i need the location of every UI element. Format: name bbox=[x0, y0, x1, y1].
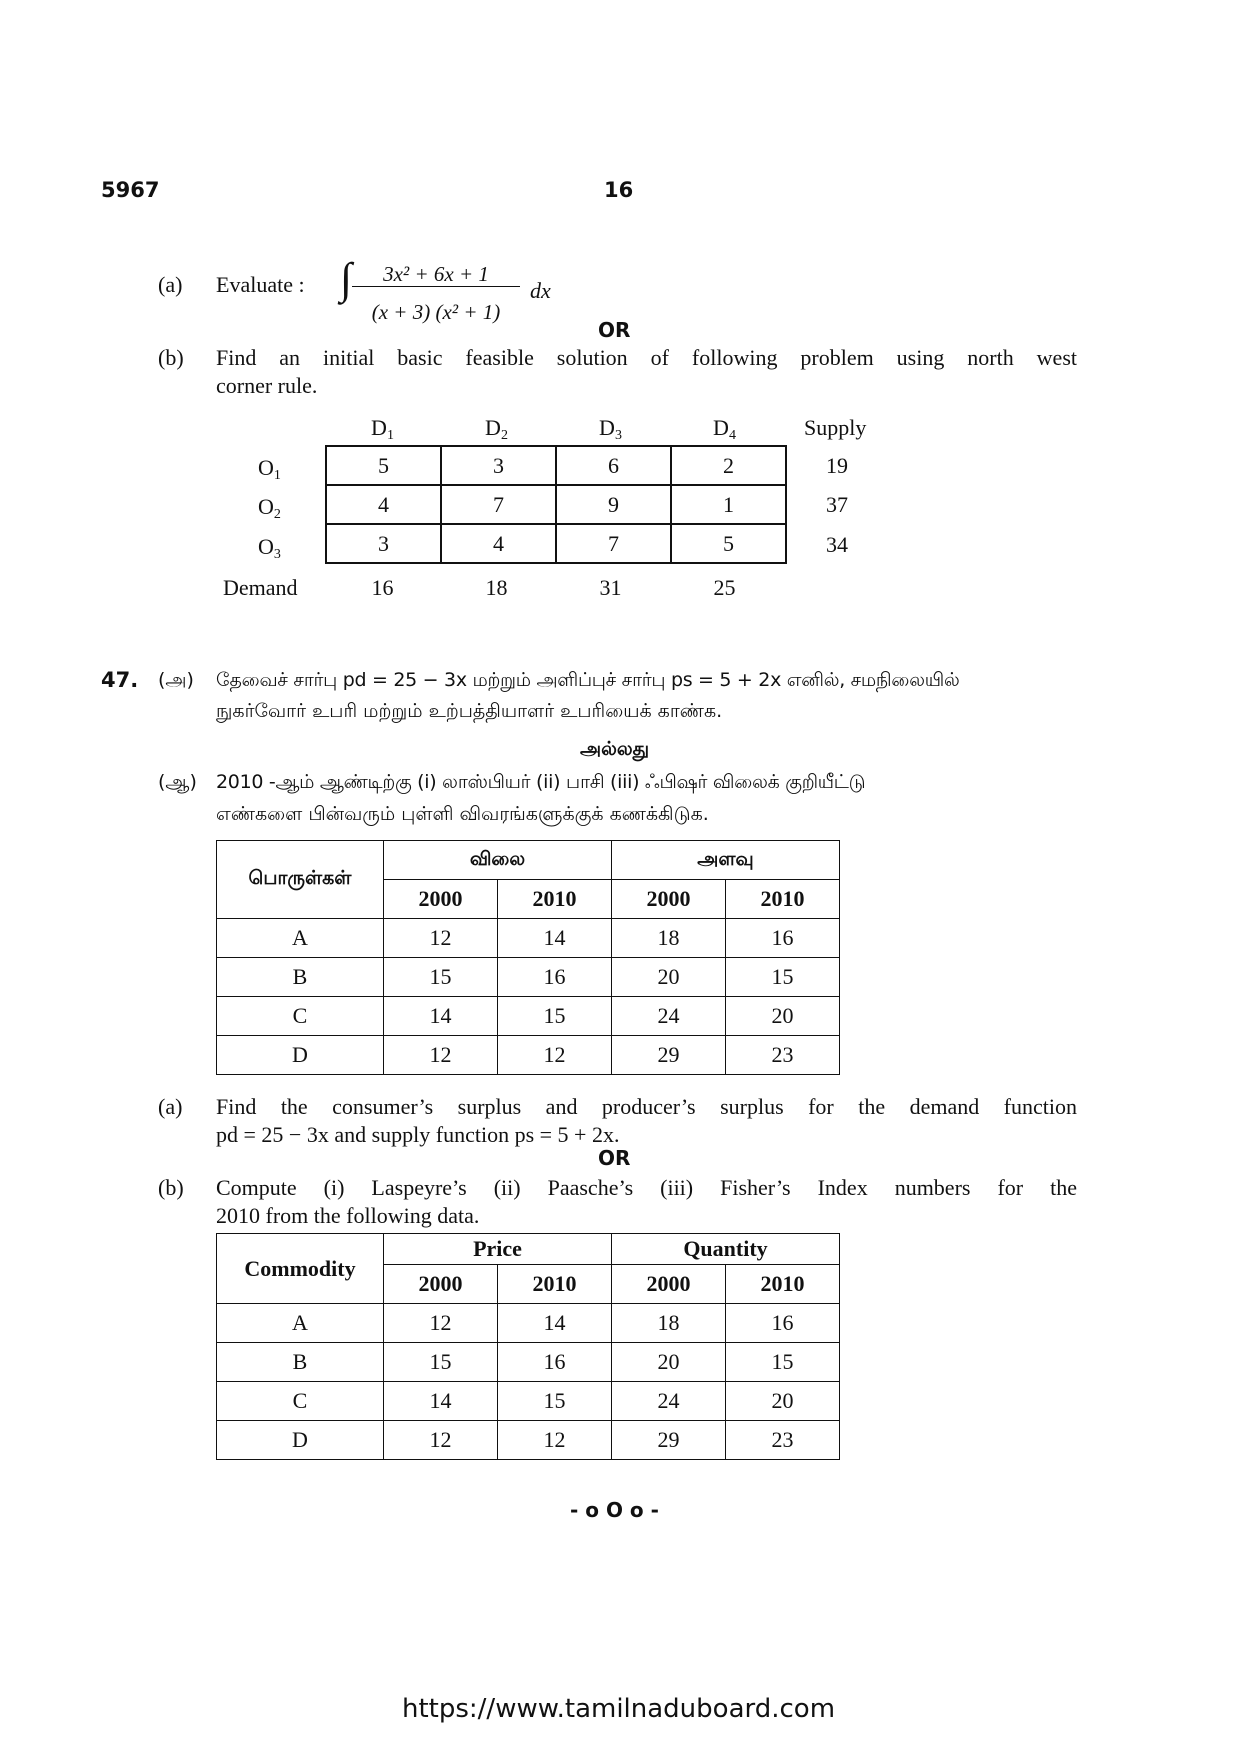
table-cell: 12 bbox=[498, 1421, 612, 1460]
exam-code: 5967 bbox=[101, 178, 160, 202]
row-o3: $O_3$ bbox=[258, 534, 281, 562]
demand-d3: 31 bbox=[599, 575, 622, 600]
header-quantity: அளவு bbox=[612, 841, 840, 880]
table-row bbox=[217, 1304, 840, 1343]
header-price: விலை bbox=[384, 841, 612, 880]
integrand-numerator: 3x² + 6x + 1 bbox=[352, 262, 520, 287]
table-cell: 15 bbox=[384, 1343, 498, 1382]
table-cell: A bbox=[217, 1304, 384, 1343]
q47-ta-b-line1: 2010 -ஆம் ஆண்டிற்கு (i) லாஸ்பியர் (ii) பாசி (iii) ஃபிஷர் விலைக் குறியீட்டு bbox=[216, 771, 866, 793]
demand-d2: 18 bbox=[485, 575, 508, 600]
table-cell: C bbox=[217, 1382, 384, 1421]
q47-number: 47. bbox=[101, 668, 139, 692]
table-header-row bbox=[217, 1234, 840, 1265]
table-cell: 9 bbox=[556, 485, 671, 524]
table-cell: 20 bbox=[726, 1382, 840, 1421]
q47-a-line2: pd = 25 − 3x and supply function ps = 5 + 2x. bbox=[216, 1122, 620, 1147]
table-cell: 14 bbox=[498, 1304, 612, 1343]
q47-ta-or: அல்லது bbox=[580, 738, 650, 760]
header-year: 2010 bbox=[726, 880, 840, 919]
q47-ta-a-line1: தேவைச் சார்பு pd = 25 − 3x மற்றும் அளிப்புச் சார்பு ps = 5 + 2x எனில், சமநிலையில் bbox=[216, 669, 960, 691]
q47-ta-b-label: (ஆ) bbox=[158, 771, 197, 793]
table-cell: 24 bbox=[612, 997, 726, 1036]
table-row bbox=[326, 524, 786, 563]
supply-o1: 19 bbox=[826, 453, 848, 478]
q46-b-line1: Find an initial basic feasible solution of following problem using north west bbox=[216, 345, 1077, 370]
row-o2: $O_2$ bbox=[258, 494, 281, 522]
header-year: 2000 bbox=[612, 880, 726, 919]
table-cell: 12 bbox=[384, 919, 498, 958]
end-mark: - o O o - bbox=[570, 1498, 659, 1522]
q47-b-line1: Compute (i) Laspeyre’s (ii) Paasche’s (iii) Fisher’s Index numbers for the bbox=[216, 1175, 1077, 1200]
page-number: 16 bbox=[604, 178, 634, 202]
col-d2: $D_2$ bbox=[485, 415, 508, 443]
tamil-index-table bbox=[216, 840, 840, 1075]
q47-b-label: (b) bbox=[158, 1175, 184, 1200]
q47-or: OR bbox=[598, 1146, 631, 1170]
table-row bbox=[217, 1382, 840, 1421]
header-year: 2000 bbox=[384, 880, 498, 919]
table-cell: C bbox=[217, 997, 384, 1036]
table-cell: 2 bbox=[671, 446, 786, 485]
table-cell: 3 bbox=[441, 446, 556, 485]
table-row bbox=[326, 485, 786, 524]
table-cell: 15 bbox=[726, 958, 840, 997]
col-d3: $D_3$ bbox=[599, 415, 622, 443]
table-cell: 23 bbox=[726, 1421, 840, 1460]
table-cell: 15 bbox=[384, 958, 498, 997]
table-cell: A bbox=[217, 919, 384, 958]
table-cell: 12 bbox=[384, 1036, 498, 1075]
table-cell: 1 bbox=[671, 485, 786, 524]
table-row bbox=[217, 1421, 840, 1460]
table-cell: 23 bbox=[726, 1036, 840, 1075]
header-commodity: Commodity bbox=[217, 1234, 384, 1304]
integrand-denominator: (x + 3) (x² + 1) bbox=[371, 300, 501, 324]
table-row bbox=[217, 1343, 840, 1382]
header-year: 2000 bbox=[612, 1265, 726, 1304]
table-cell: 3 bbox=[326, 524, 441, 563]
table-cell: 12 bbox=[384, 1421, 498, 1460]
q47-a-label: (a) bbox=[158, 1094, 183, 1119]
table-cell: 20 bbox=[612, 958, 726, 997]
table-cell: 6 bbox=[556, 446, 671, 485]
table-cell: 15 bbox=[498, 1382, 612, 1421]
table-cell: 7 bbox=[556, 524, 671, 563]
table-row bbox=[217, 997, 840, 1036]
table-cell: 29 bbox=[612, 1421, 726, 1460]
english-index-table bbox=[216, 1233, 840, 1460]
supply-o2: 37 bbox=[826, 492, 848, 517]
q47-ta-a-line2: நுகர்வோர் உபரி மற்றும் உற்பத்தியாளர் உபரியைக் காண்க. bbox=[216, 700, 723, 722]
col-d1: $D_1$ bbox=[371, 415, 394, 443]
q47-a-line1: Find the consumer’s surplus and producer’s surplus for the demand function bbox=[216, 1094, 1077, 1119]
q46-a-text: Evaluate : bbox=[216, 272, 305, 297]
table-cell: 12 bbox=[498, 1036, 612, 1075]
header-year: 2010 bbox=[498, 1265, 612, 1304]
table-row bbox=[217, 919, 840, 958]
table-row bbox=[217, 958, 840, 997]
supply-label: Supply bbox=[804, 415, 867, 440]
q46-b-label: (b) bbox=[158, 345, 184, 370]
table-row bbox=[326, 446, 786, 485]
table-cell: 5 bbox=[326, 446, 441, 485]
table-cell: 24 bbox=[612, 1382, 726, 1421]
demand-d4: 25 bbox=[713, 575, 736, 600]
col-d4: $D_4$ bbox=[713, 415, 736, 443]
table-row bbox=[217, 1036, 840, 1075]
header-price: Price bbox=[384, 1234, 612, 1265]
table-cell: B bbox=[217, 1343, 384, 1382]
table-cell: 16 bbox=[726, 919, 840, 958]
header-year: 2010 bbox=[498, 880, 612, 919]
table-cell: 18 bbox=[612, 1304, 726, 1343]
table-cell: 16 bbox=[498, 1343, 612, 1382]
table-cell: 15 bbox=[498, 997, 612, 1036]
table-cell: 20 bbox=[612, 1343, 726, 1382]
table-cell: B bbox=[217, 958, 384, 997]
footer-url-link[interactable]: https://www.tamilnaduboard.com bbox=[402, 1694, 836, 1724]
demand-d1: 16 bbox=[371, 575, 394, 600]
table-cell: 7 bbox=[441, 485, 556, 524]
integral-sign: ∫ bbox=[340, 254, 353, 303]
q47-b-line2: 2010 from the following data. bbox=[216, 1203, 480, 1228]
row-o1: $O_1$ bbox=[258, 455, 281, 483]
table-cell: 16 bbox=[498, 958, 612, 997]
table-cell: 18 bbox=[612, 919, 726, 958]
table-header-row bbox=[217, 841, 840, 880]
table-cell: 4 bbox=[441, 524, 556, 563]
transportation-table bbox=[325, 445, 787, 564]
table-cell: 15 bbox=[726, 1343, 840, 1382]
supply-o3: 34 bbox=[826, 532, 848, 557]
header-quantity: Quantity bbox=[612, 1234, 840, 1265]
q47-ta-a-label: (அ) bbox=[158, 669, 194, 691]
q46-a-label: (a) bbox=[158, 272, 183, 297]
demand-label: Demand bbox=[223, 575, 298, 600]
table-cell: D bbox=[217, 1036, 384, 1075]
table-cell: 14 bbox=[384, 997, 498, 1036]
table-cell: 29 bbox=[612, 1036, 726, 1075]
q46-b-line2: corner rule. bbox=[216, 373, 318, 398]
q47-ta-b-line2: எண்களை பின்வரும் புள்ளி விவரங்களுக்குக் கணக்கிடுக. bbox=[216, 803, 709, 825]
header-year: 2010 bbox=[726, 1265, 840, 1304]
table-cell: 20 bbox=[726, 997, 840, 1036]
table-cell: D bbox=[217, 1421, 384, 1460]
table-cell: 12 bbox=[384, 1304, 498, 1343]
table-cell: 4 bbox=[326, 485, 441, 524]
table-cell: 14 bbox=[384, 1382, 498, 1421]
table-cell: 14 bbox=[498, 919, 612, 958]
q46-or: OR bbox=[598, 318, 631, 342]
table-cell: 5 bbox=[671, 524, 786, 563]
table-cell: 16 bbox=[726, 1304, 840, 1343]
header-year: 2000 bbox=[384, 1265, 498, 1304]
integral-dx: dx bbox=[530, 278, 551, 303]
header-commodity: பொருள்கள் bbox=[217, 841, 384, 919]
